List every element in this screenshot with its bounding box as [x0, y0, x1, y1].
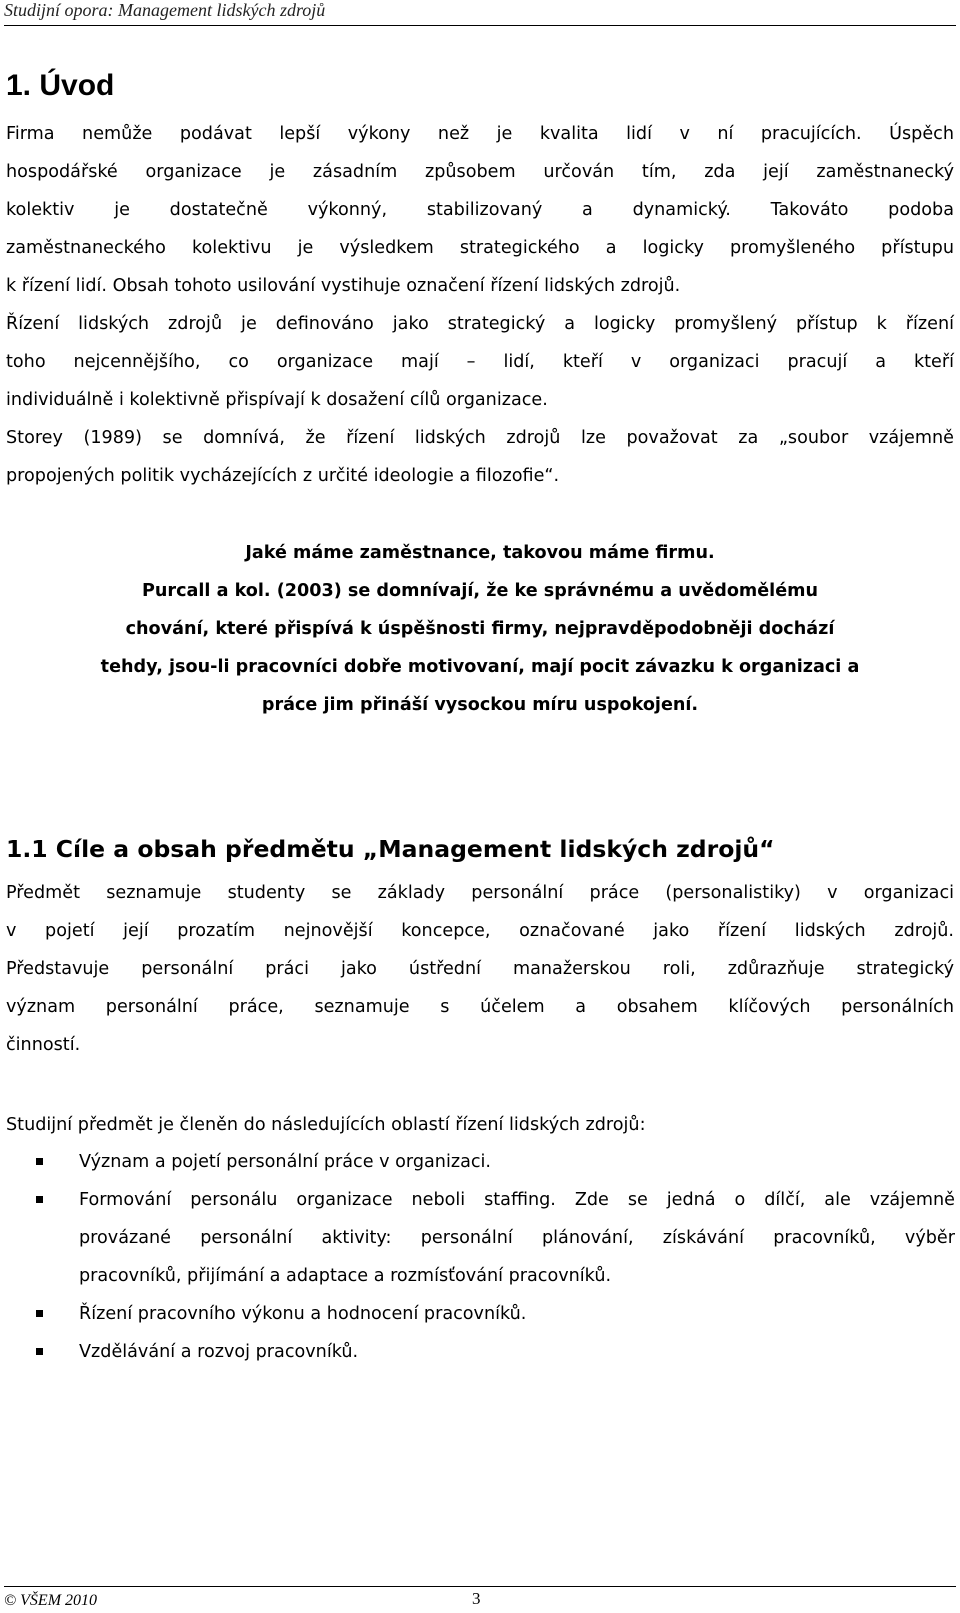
quote-line: práce jim přináší vysockou míru uspokojení.	[261, 695, 699, 715]
bullet-item-line: Význam a pojetí personální práce v organizaci.	[79, 1152, 492, 1172]
section-line: Představuje personální práci jako ústřední manažerskou roli, zdůrazňuje strategický	[6, 959, 954, 979]
header-rule	[4, 25, 956, 26]
bullet-square-icon	[36, 1348, 43, 1355]
quote-line: tehdy, jsou-li pracovníci dobře motivovaní, mají pocit závazku k organizaci a	[100, 657, 860, 677]
section-line: Předmět seznamuje studenty se základy personální práce (personalistiky) v organizaci	[6, 883, 954, 903]
footer-copyright: © VŠEM 2010	[4, 1592, 98, 1609]
bullet-square-icon	[36, 1158, 43, 1165]
chapter-title: 1. Úvod	[6, 69, 115, 102]
bullet-item-line: Vzdělávání a rozvoj pracovníků.	[79, 1342, 359, 1362]
running-header: Studijní opora: Management lidských zdrojů	[4, 0, 326, 20]
intro-line: zaměstnaneckého kolektivu je výsledkem strategického a logicky promyšleného přístupu	[6, 238, 954, 258]
section-title: 1.1 Cíle a obsah předmětu „Management lidských zdrojů“	[6, 835, 775, 863]
bullet-item-line: Formování personálu organizace neboli staffing. Zde se jedná o dílčí, ale vzájemně	[79, 1190, 955, 1210]
intro-line: individuálně i kolektivně přispívají k dosažení cílů organizace.	[6, 390, 548, 410]
section-line: činností.	[6, 1035, 81, 1055]
intro-line: hospodářské organizace je zásadním způsobem určován tím, zda její zaměstnanecký	[6, 162, 954, 182]
list-intro: Studijní předmět je členěn do následujících oblastí řízení lidských zdrojů:	[6, 1115, 646, 1135]
bullet-item-line: provázané personální aktivity: personální plánování, získávání pracovníků, výběr	[79, 1228, 955, 1248]
bullet-square-icon	[36, 1310, 43, 1317]
footer-rule	[4, 1586, 956, 1587]
quote-line: Jaké máme zaměstnance, takovou máme firmu.	[245, 543, 715, 563]
intro-line: toho nejcennějšího, co organizace mají – lidí, kteří v organizaci pracují a kteří	[6, 352, 954, 372]
intro-line: Řízení lidských zdrojů je definováno jako strategický a logicky promyšlený přístup k řízení	[6, 314, 954, 334]
page-number: 3	[472, 1589, 481, 1608]
bullet-item-line: pracovníků, přijímání a adaptace a rozmísťování pracovníků.	[79, 1266, 612, 1286]
quote-line: Purcall a kol. (2003) se domnívají, že ke správnému a uvědomělému	[141, 581, 819, 601]
intro-line: kolektiv je dostatečně výkonný, stabilizovaný a dynamický. Takováto podoba	[6, 200, 954, 220]
intro-line: k řízení lidí. Obsah tohoto usilování vystihuje označení řízení lidských zdrojů.	[6, 276, 681, 296]
intro-line: Storey (1989) se domnívá, že řízení lidských zdrojů lze považovat za „soubor vzájemně	[6, 428, 954, 448]
intro-line: Firma nemůže podávat lepší výkony než je kvalita lidí v ní pracujících. Úspěch	[6, 124, 954, 144]
bullet-item-line: Řízení pracovního výkonu a hodnocení pracovníků.	[79, 1304, 527, 1324]
quote-line: chování, které přispívá k úspěšnosti firmy, nejpravděpodobněji dochází	[125, 619, 835, 639]
intro-line: propojených politik vycházejících z určité ideologie a filozofie“.	[6, 466, 560, 486]
section-line: v pojetí její prozatím nejnovější koncepce, označované jako řízení lidských zdrojů.	[6, 921, 954, 941]
section-line: význam personální práce, seznamuje s účelem a obsahem klíčových personálních	[6, 997, 954, 1017]
bullet-square-icon	[36, 1196, 43, 1203]
